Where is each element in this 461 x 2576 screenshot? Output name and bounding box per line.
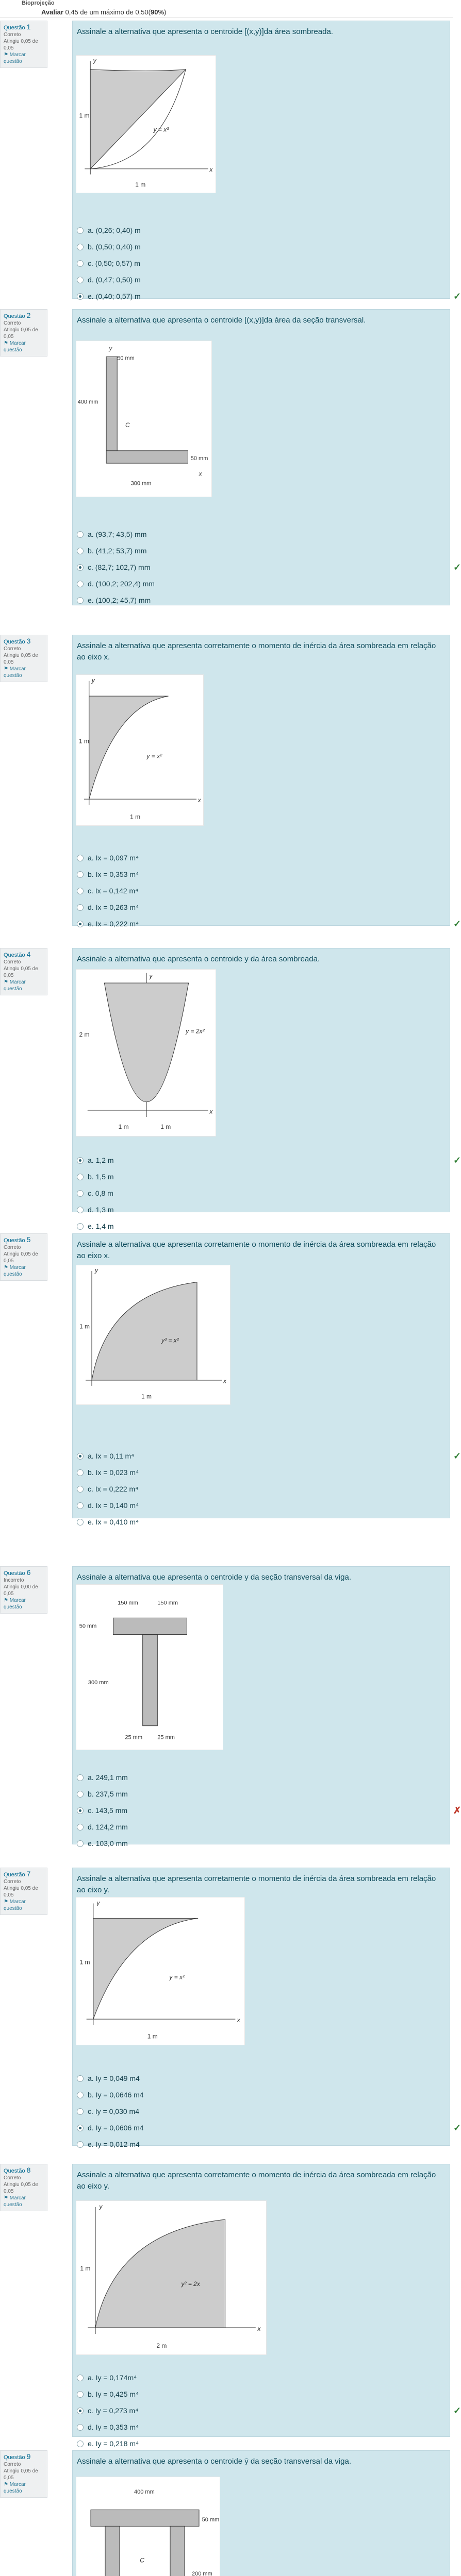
option-label: b. 237,5 mm xyxy=(88,1790,128,1798)
fig-y-label: 1 m xyxy=(79,112,90,120)
question-figure xyxy=(76,2200,267,2355)
option-label: d. Ix = 0,140 m⁴ xyxy=(88,1501,139,1510)
option-label: e. Iy = 0,218 m⁴ xyxy=(88,2439,139,2448)
question-4 xyxy=(0,948,461,1230)
question-number: Questão 8 xyxy=(4,2166,31,2174)
question-number: Questão 7 xyxy=(4,1870,31,1878)
question-figure xyxy=(76,1897,245,2045)
answer-option[interactable] xyxy=(77,1201,114,1218)
answer-option[interactable] xyxy=(77,1497,139,1514)
fig-dim-right: 50 mm xyxy=(202,2516,220,2523)
question-figure xyxy=(76,2477,220,2576)
radio-button[interactable] xyxy=(77,2391,84,2398)
answer-option[interactable] xyxy=(77,1819,128,1835)
figure-drawing xyxy=(76,675,204,826)
answer-option[interactable] xyxy=(77,866,139,883)
flag-label: Marcar questão xyxy=(4,1598,26,1610)
grade-end: ) xyxy=(164,8,167,16)
fig-dim-right: 50 mm xyxy=(190,455,208,462)
question-info xyxy=(0,635,47,682)
option-label: a. Ix = 0,097 m⁴ xyxy=(88,854,139,862)
answer-option[interactable] xyxy=(77,543,155,559)
radio-button[interactable] xyxy=(77,888,84,894)
flag-question-link[interactable] xyxy=(4,2481,44,2495)
fig-dim-b1: 25 mm xyxy=(125,1734,143,1741)
flag-icon: ⚑ xyxy=(4,2195,8,2201)
flag-label: Marcar questão xyxy=(4,1899,26,1911)
fig-y-label: 1 m xyxy=(80,2265,91,2272)
question-info xyxy=(0,948,47,995)
fig-axis-x: x xyxy=(209,1108,213,1115)
flag-icon: ⚑ xyxy=(4,1899,8,1905)
fig-x-right: 1 m xyxy=(160,1123,171,1130)
option-label: c. Iy = 0,030 m4 xyxy=(88,2107,139,2115)
radio-button[interactable] xyxy=(77,531,84,538)
option-label: a. Iy = 0,049 m4 xyxy=(88,2074,140,2082)
question-score: Atingiu 0,05 de 0,05 xyxy=(4,1886,38,1898)
fig-curve-label: y = x² xyxy=(146,752,162,760)
question-figure xyxy=(76,969,216,1137)
option-label: a. Ix = 0,11 m⁴ xyxy=(88,1452,135,1460)
fig-y-label: 2 m xyxy=(79,1031,90,1038)
question-number: Questão 9 xyxy=(4,2452,31,2461)
option-label: c. 143,5 mm xyxy=(88,1806,128,1815)
question-number: Questão 6 xyxy=(4,1568,31,1577)
question-number: Questão 4 xyxy=(4,950,31,958)
check-icon: ✓ xyxy=(453,1450,461,1461)
radio-button[interactable] xyxy=(77,1469,84,1476)
question-info xyxy=(0,21,47,68)
radio-button[interactable] xyxy=(77,855,84,861)
option-label: a. (0,26; 0,40) m xyxy=(88,226,141,234)
answer-options xyxy=(77,1152,461,1234)
answer-option[interactable] xyxy=(77,2419,139,2435)
fig-y-label: 1 m xyxy=(78,737,89,745)
radio-button[interactable] xyxy=(77,871,84,878)
option-label: c. Ix = 0,222 m⁴ xyxy=(88,1485,139,1493)
question-info xyxy=(0,2450,47,2498)
fig-dim-left: 50 mm xyxy=(79,1623,97,1630)
fig-dim-top-right: 150 mm xyxy=(157,1600,178,1606)
question-info xyxy=(0,2164,47,2211)
question-9 xyxy=(0,2450,453,2576)
question-number: Questão 3 xyxy=(4,637,31,645)
fig-axis-x: x xyxy=(199,470,202,478)
radio-button[interactable] xyxy=(77,597,84,604)
flag-icon: ⚑ xyxy=(4,979,8,985)
fig-dim-top-left: 150 mm xyxy=(118,1600,138,1606)
flag-question-link[interactable] xyxy=(4,979,44,992)
radio-button[interactable] xyxy=(77,548,84,554)
option-label: d. Ix = 0,263 m⁴ xyxy=(88,903,139,911)
figure-drawing xyxy=(76,970,217,1137)
radio-button[interactable] xyxy=(77,1502,84,1509)
fig-curve-label: y = x³ xyxy=(153,126,169,133)
fig-curve-label: y = 2x² xyxy=(186,1027,205,1035)
question-text: Assinale a alternativa que apresenta o centroide y da seção transversal da viga. xyxy=(77,1573,351,1582)
fig-axis-y: y xyxy=(99,2203,103,2210)
option-label: d. (100,2; 202,4) mm xyxy=(88,580,155,588)
fig-dim-b2: 25 mm xyxy=(157,1734,175,1741)
option-label: d. Iy = 0,353 m⁴ xyxy=(88,2423,139,2431)
radio-button[interactable] xyxy=(77,1791,84,1798)
question-8 xyxy=(0,2164,461,2448)
fig-centroid: C xyxy=(140,2556,144,2564)
radio-button[interactable] xyxy=(77,1174,84,1180)
radio-button[interactable] xyxy=(77,277,84,283)
fig-centroid: C xyxy=(125,421,130,429)
option-label: e. 1,4 m xyxy=(88,1222,114,1230)
fig-x-label: 1 m xyxy=(141,1393,152,1400)
radio-button[interactable] xyxy=(77,1223,84,1230)
fig-dim-top: 400 mm xyxy=(134,2488,155,2495)
answer-option[interactable] xyxy=(77,1168,114,1185)
option-label: b. Ix = 0,023 m⁴ xyxy=(88,1468,139,1477)
question-content xyxy=(72,1566,461,1848)
fig-dim-height: 200 mm xyxy=(192,2570,212,2576)
figure-drawing xyxy=(76,1897,245,2046)
fig-curve-label: y² = 2x xyxy=(181,2280,200,2287)
figure-drawing xyxy=(76,2477,221,2576)
fig-x-label: 1 m xyxy=(130,813,141,821)
answer-option[interactable] xyxy=(77,1218,114,1234)
grade-label: Avaliar xyxy=(41,8,63,16)
answer-option[interactable] xyxy=(77,288,461,304)
flag-question-link[interactable] xyxy=(4,666,44,679)
question-content xyxy=(72,1233,461,1526)
question-figure xyxy=(76,1265,230,1405)
answer-option[interactable] xyxy=(77,1185,114,1201)
option-label: e. (0,40; 0,57) m xyxy=(88,292,141,300)
answer-option[interactable] xyxy=(77,2103,144,2120)
fig-axis-x: x xyxy=(197,796,201,804)
radio-button[interactable] xyxy=(77,2108,84,2115)
option-label: a. 249,1 mm xyxy=(88,1773,128,1782)
flag-question-link[interactable] xyxy=(4,1597,44,1611)
question-info xyxy=(0,1566,47,1614)
check-icon: ✓ xyxy=(453,1155,461,1165)
question-figure xyxy=(76,55,216,193)
answer-option[interactable] xyxy=(77,916,461,932)
flag-question-link[interactable] xyxy=(4,340,44,353)
question-status: Correto xyxy=(4,2175,21,2181)
fig-axis-x: x xyxy=(237,2016,240,2024)
fig-axis-y: y xyxy=(91,676,95,684)
question-number: Questão 2 xyxy=(4,311,31,319)
answer-option[interactable] xyxy=(77,899,139,916)
option-label: b. Iy = 0,425 m⁴ xyxy=(88,2390,139,2398)
answer-options xyxy=(77,526,461,608)
question-score: Atingiu 0,05 de 0,05 xyxy=(4,2468,38,2481)
figure-drawing xyxy=(76,2201,267,2355)
radio-button[interactable] xyxy=(77,1824,84,1831)
radio-button[interactable] xyxy=(77,227,84,234)
radio-button[interactable] xyxy=(77,564,84,571)
question-figure xyxy=(76,341,212,497)
question-score: Atingiu 0,00 de 0,05 xyxy=(4,1584,38,1597)
fig-axis-y: y xyxy=(109,345,112,352)
flag-label: Marcar questão xyxy=(4,1265,26,1277)
question-score: Atingiu 0,05 de 0,05 xyxy=(4,39,38,51)
answer-option[interactable] xyxy=(77,2070,144,2087)
flag-icon: ⚑ xyxy=(4,1265,8,1270)
radio-button[interactable] xyxy=(77,2092,84,2098)
question-content xyxy=(72,948,461,1230)
answer-option[interactable] xyxy=(77,1464,139,1481)
answer-option[interactable] xyxy=(77,2136,144,2153)
answer-option[interactable] xyxy=(77,2386,139,2402)
flag-icon: ⚑ xyxy=(4,666,8,672)
fig-dim-top: 50 mm xyxy=(117,355,135,362)
question-figure xyxy=(76,674,204,826)
radio-button[interactable] xyxy=(77,1190,84,1197)
question-content xyxy=(72,21,461,301)
question-status: Correto xyxy=(4,646,21,652)
fig-y-label: 1 m xyxy=(79,1323,90,1330)
question-1 xyxy=(0,21,461,309)
option-label: d. (0,47; 0,50) m xyxy=(88,276,141,284)
flag-label: Marcar questão xyxy=(4,2482,26,2494)
answer-options xyxy=(77,2070,461,2153)
answer-option[interactable] xyxy=(77,272,141,288)
fig-x-label: 2 m xyxy=(156,2342,167,2349)
question-number: Questão 1 xyxy=(4,23,31,31)
fig-axis-y: y xyxy=(93,57,96,64)
answer-option[interactable] xyxy=(77,2369,139,2386)
answer-option[interactable] xyxy=(77,1514,139,1530)
question-score: Atingiu 0,05 de 0,05 xyxy=(4,2182,38,2194)
flag-question-link[interactable] xyxy=(4,2195,44,2208)
fig-dim-height: 300 mm xyxy=(88,1680,109,1686)
question-text: Assinale a alternativa que apresenta o centroide ȳ da seção transversal da viga. xyxy=(77,2457,351,2466)
answer-option[interactable] xyxy=(77,2087,144,2103)
option-label: e. (100,2; 45,7) mm xyxy=(88,596,151,604)
figure-drawing xyxy=(76,56,217,194)
question-status: Correto xyxy=(4,1879,21,1885)
question-2 xyxy=(0,309,461,616)
fig-axis-y: y xyxy=(149,972,153,980)
fig-axis-x: x xyxy=(209,166,213,174)
option-label: a. (93,7; 43,5) mm xyxy=(88,530,147,538)
flag-question-link[interactable] xyxy=(4,1899,44,1912)
flag-icon: ⚑ xyxy=(4,2482,8,2487)
radio-button[interactable] xyxy=(77,2441,84,2447)
answer-option[interactable] xyxy=(77,592,155,608)
fig-dim-left: 400 mm xyxy=(77,399,98,405)
radio-button[interactable] xyxy=(77,244,84,250)
question-content xyxy=(72,309,461,605)
question-info xyxy=(0,1233,47,1281)
option-label: b. 1,5 m xyxy=(88,1173,114,1181)
answer-options xyxy=(77,2369,461,2452)
answer-option[interactable] xyxy=(77,559,461,575)
question-info xyxy=(0,309,47,357)
question-5 xyxy=(0,1233,461,1529)
grade-header xyxy=(0,0,453,18)
answer-option[interactable] xyxy=(77,1481,139,1497)
question-score: Atingiu 0,05 de 0,05 xyxy=(4,1251,38,1264)
answer-option[interactable] xyxy=(77,850,139,866)
flag-icon: ⚑ xyxy=(4,1598,8,1603)
question-score: Atingiu 0,05 de 0,05 xyxy=(4,653,38,665)
check-icon: ✓ xyxy=(453,2122,461,2133)
check-icon: ✓ xyxy=(453,291,461,301)
question-status: Correto xyxy=(4,959,21,965)
question-3 xyxy=(0,635,461,936)
check-icon: ✓ xyxy=(453,562,461,572)
radio-button[interactable] xyxy=(77,1807,84,1814)
question-status: Incorreto xyxy=(4,1578,24,1583)
answer-option[interactable] xyxy=(77,883,139,899)
option-label: c. (0,50; 0,57) m xyxy=(88,259,140,267)
flag-question-link[interactable] xyxy=(4,1264,44,1278)
question-score: Atingiu 0,05 de 0,05 xyxy=(4,966,38,978)
option-label: e. Iy = 0,012 m4 xyxy=(88,2140,140,2148)
figure-drawing xyxy=(76,341,212,498)
page-subtitle: Bioprojeção xyxy=(22,0,55,6)
answer-options xyxy=(77,1769,461,1852)
radio-button[interactable] xyxy=(77,1840,84,1847)
answer-option[interactable] xyxy=(77,1802,461,1819)
option-label: c. Iy = 0,273 m⁴ xyxy=(88,2406,139,2415)
answer-option[interactable] xyxy=(77,1152,461,1168)
answer-options xyxy=(77,850,461,932)
question-status: Correto xyxy=(4,320,21,326)
cross-icon: ✗ xyxy=(453,1805,461,1816)
option-label: e. 103,0 mm xyxy=(88,1839,128,1848)
option-label: d. 124,2 mm xyxy=(88,1823,128,1831)
question-7 xyxy=(0,1868,461,2156)
answer-option[interactable] xyxy=(77,222,141,239)
question-text: Assinale a alternativa que apresenta o centroide [(x,y)]da área da seção transversal. xyxy=(77,316,366,325)
question-text: Assinale a alternativa que apresenta o centroide y da área sombreada. xyxy=(77,955,320,963)
option-label: a. Iy = 0,174m⁴ xyxy=(88,2374,137,2382)
option-label: b. Ix = 0,353 m⁴ xyxy=(88,870,139,878)
fig-axis-x: x xyxy=(257,2325,261,2332)
radio-button[interactable] xyxy=(77,1519,84,1526)
question-status: Correto xyxy=(4,1245,21,1250)
radio-button[interactable] xyxy=(77,2125,84,2131)
question-text: Assinale a alternativa que apresenta corretamente o momento de inércia da área sombreada em relação ao eixo y. xyxy=(77,2171,436,2191)
question-status: Correto xyxy=(4,2462,21,2467)
answer-option[interactable] xyxy=(77,1448,461,1464)
question-content xyxy=(72,2450,450,2576)
option-label: c. 0,8 m xyxy=(88,1189,113,1197)
option-label: c. Ix = 0,142 m⁴ xyxy=(88,887,139,895)
question-info xyxy=(0,1868,47,1915)
figure-drawing xyxy=(76,1585,224,1751)
grade-percent: 90% xyxy=(151,8,164,16)
radio-button[interactable] xyxy=(77,293,84,300)
radio-button[interactable] xyxy=(77,1774,84,1781)
radio-button[interactable] xyxy=(77,260,84,267)
option-label: c. (82,7; 102,7) mm xyxy=(88,563,151,571)
grade-line xyxy=(41,8,166,16)
radio-button[interactable] xyxy=(77,2075,84,2082)
figure-drawing xyxy=(76,1265,231,1405)
answer-option[interactable] xyxy=(77,255,141,272)
answer-option[interactable] xyxy=(77,2435,139,2452)
question-text: Assinale a alternativa que apresenta corretamente o momento de inércia da área sombreada em relação ao eixo y. xyxy=(77,1874,436,1894)
fig-y-label: 1 m xyxy=(79,1958,90,1966)
answer-option[interactable] xyxy=(77,1835,128,1852)
radio-button[interactable] xyxy=(77,2408,84,2414)
fig-curve-label: y = x² xyxy=(169,1973,185,1981)
fig-dim-bottom: 300 mm xyxy=(130,480,152,487)
answer-option[interactable] xyxy=(77,526,155,543)
answer-option[interactable] xyxy=(77,1786,128,1802)
flag-label: Marcar questão xyxy=(4,52,26,64)
radio-button[interactable] xyxy=(77,1486,84,1493)
question-status: Correto xyxy=(4,32,21,38)
radio-button[interactable] xyxy=(77,904,84,911)
question-text: Assinale a alternativa que apresenta o centroide [(x,y)]da área sombreada. xyxy=(77,27,333,36)
fig-x-label: 1 m xyxy=(147,2032,158,2040)
answer-options xyxy=(77,222,461,304)
flag-label: Marcar questão xyxy=(4,341,26,353)
flag-label: Marcar questão xyxy=(4,2195,26,2208)
answer-options xyxy=(77,1448,461,1530)
check-icon: ✓ xyxy=(453,2405,461,2416)
radio-button[interactable] xyxy=(77,1157,84,1164)
option-label: d. Iy = 0,0606 m4 xyxy=(88,2124,144,2132)
question-content xyxy=(72,635,461,929)
flag-label: Marcar questão xyxy=(4,666,26,679)
option-label: e. Ix = 0,410 m⁴ xyxy=(88,1518,139,1526)
radio-button[interactable] xyxy=(77,2424,84,2431)
question-text: Assinale a alternativa que apresenta corretamente o momento de inércia da área sombreada em relação ao eixo x. xyxy=(77,641,436,662)
fig-x-label: 1 m xyxy=(135,181,146,189)
answer-option[interactable] xyxy=(77,2120,461,2136)
question-score: Atingiu 0,05 de 0,05 xyxy=(4,327,38,340)
check-icon: ✓ xyxy=(453,918,461,929)
question-text: Assinale a alternativa que apresenta corretamente o momento de inércia da área sombreada em relação ao eixo x. xyxy=(77,1240,436,1260)
radio-button[interactable] xyxy=(77,1453,84,1460)
option-label: a. 1,2 m xyxy=(88,1156,114,1164)
radio-button[interactable] xyxy=(77,2141,84,2148)
option-label: b. (0,50; 0,40) m xyxy=(88,243,141,251)
flag-question-link[interactable] xyxy=(4,52,44,65)
answer-option[interactable] xyxy=(77,239,141,255)
flag-icon: ⚑ xyxy=(4,52,8,58)
radio-button[interactable] xyxy=(77,921,84,927)
option-label: e. Ix = 0,222 m⁴ xyxy=(88,920,139,928)
fig-axis-y: y xyxy=(95,1266,98,1274)
radio-button[interactable] xyxy=(77,581,84,587)
option-label: b. (41,2; 53,7) mm xyxy=(88,547,147,555)
option-label: b. Iy = 0,0646 m4 xyxy=(88,2091,144,2099)
answer-option[interactable] xyxy=(77,575,155,592)
answer-option[interactable] xyxy=(77,2402,461,2419)
fig-axis-x: x xyxy=(223,1377,226,1385)
grade-value: 0,45 de um máximo de 0,50( xyxy=(65,8,151,16)
flag-label: Marcar questão xyxy=(4,979,26,992)
fig-axis-y: y xyxy=(96,1899,100,1907)
question-6 xyxy=(0,1566,461,1855)
radio-button[interactable] xyxy=(77,2375,84,2381)
question-figure xyxy=(76,1584,223,1750)
fig-x-left: 1 m xyxy=(118,1123,129,1130)
question-content xyxy=(72,2164,461,2448)
radio-button[interactable] xyxy=(77,1207,84,1213)
flag-icon: ⚑ xyxy=(4,341,8,346)
fig-curve-label: y³ = x² xyxy=(161,1336,179,1344)
answer-option[interactable] xyxy=(77,1769,128,1786)
question-number: Questão 5 xyxy=(4,1235,31,1244)
option-label: d. 1,3 m xyxy=(88,1206,114,1214)
question-content xyxy=(72,1868,461,2148)
